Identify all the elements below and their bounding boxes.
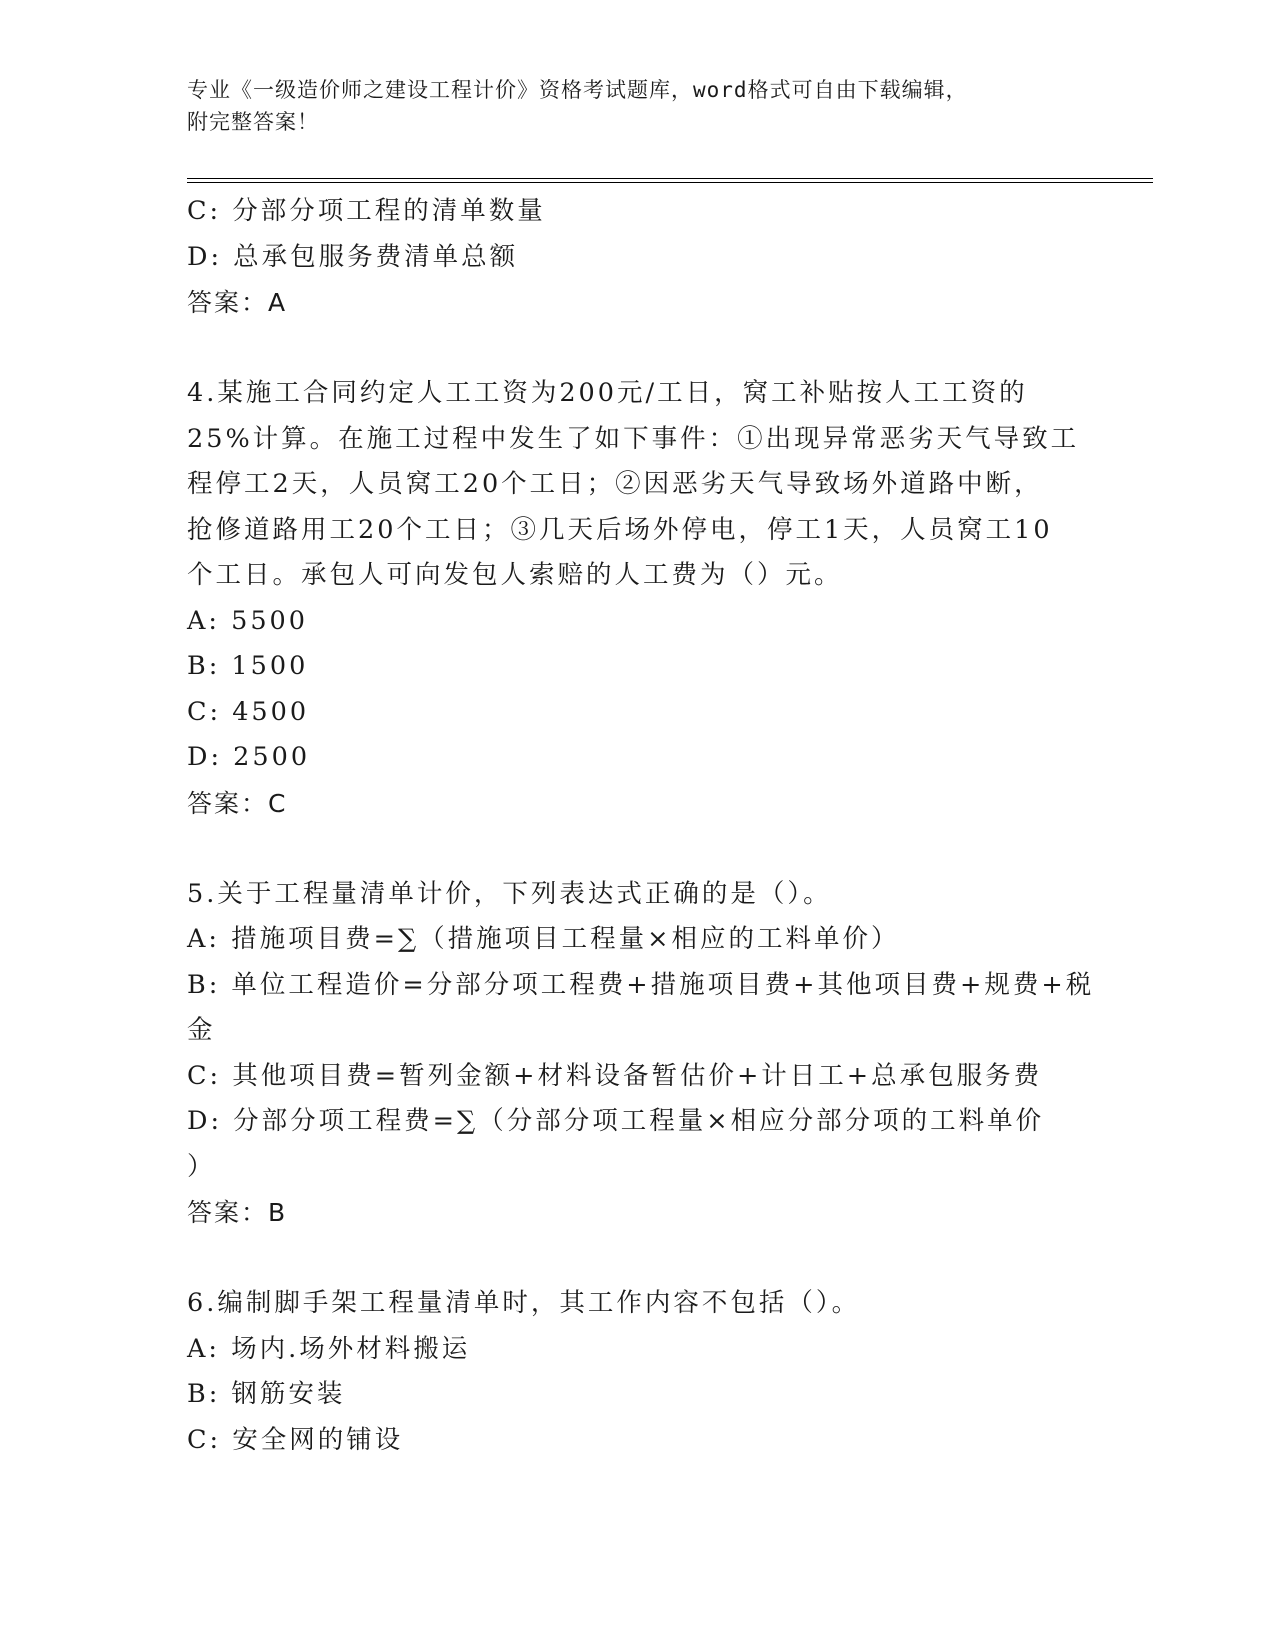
header-line-1: 专业《一级造价师之建设工程计价》资格考试题库，word格式可自由下载编辑，	[187, 78, 968, 102]
q4-stem-line-5: 个工日。承包人可向发包人索赔的人工费为（）元。	[187, 560, 843, 590]
q3-option-d: D: 总承包服务费清单总额	[187, 241, 519, 272]
q6-option-a: A: 场内.场外材料搬运	[187, 1333, 471, 1364]
q4-stem-line-4: 抢修道路用工20个工日；③几天后场外停电，停工1天，人员窝工10	[187, 514, 1053, 545]
q3-option-c: C: 分部分项工程的清单数量	[187, 196, 546, 226]
q5-option-c: C: 其他项目费=暂列金额+材料设备暂估价+计日工+总承包服务费	[187, 1060, 1043, 1091]
q5-option-b-line-1: B: 单位工程造价=分部分项工程费+措施项目费+其他项目费+规费+税	[187, 969, 1095, 1000]
q6-stem: 6.编制脚手架工程量清单时，其工作内容不包括（）。	[187, 1288, 861, 1318]
q5-option-a: A: 措施项目费=∑（措施项目工程量×相应的工料单价）	[187, 924, 900, 954]
q6-option-b: B: 钢筋安装	[187, 1379, 346, 1409]
q5-stem: 5.关于工程量清单计价，下列表达式正确的是（）。	[187, 878, 832, 909]
q4-option-b: B: 1500	[187, 651, 309, 681]
q5-answer: 答案：B	[187, 1198, 288, 1227]
document-header	[187, 74, 1067, 138]
question-list	[187, 189, 1095, 1463]
q6-option-c: C: 安全网的铺设	[187, 1424, 404, 1455]
q4-stem-line-1: 4.某施工合同约定人工工资为200元/工日，窝工补贴按人工工资的	[187, 378, 1028, 408]
header-rule-top	[187, 178, 1153, 179]
q5-option-b-line-2: 金	[187, 1015, 216, 1045]
q4-stem-line-2: 25%计算。在施工过程中发生了如下事件：①出现异常恶劣天气导致工	[187, 423, 1080, 454]
header-rule-bottom	[187, 182, 1153, 183]
q5-option-d-line-2: ）	[187, 1151, 216, 1182]
q5-option-d-line-1: D: 分部分项工程费=∑（分部分项工程量×相应分部分项的工料单价	[187, 1106, 1045, 1136]
q4-answer: 答案：C	[187, 788, 288, 818]
q3-answer: 答案：A	[187, 288, 288, 317]
q4-option-a: A: 5500	[187, 605, 309, 636]
q4-stem-line-3: 程停工2天，人员窝工20个工日；②因恶劣天气导致场外道路中断，	[187, 469, 1043, 499]
q4-option-d: D: 2500	[187, 742, 311, 772]
header-line-2: 附完整答案！	[187, 110, 319, 134]
q4-option-c: C: 4500	[187, 696, 310, 727]
